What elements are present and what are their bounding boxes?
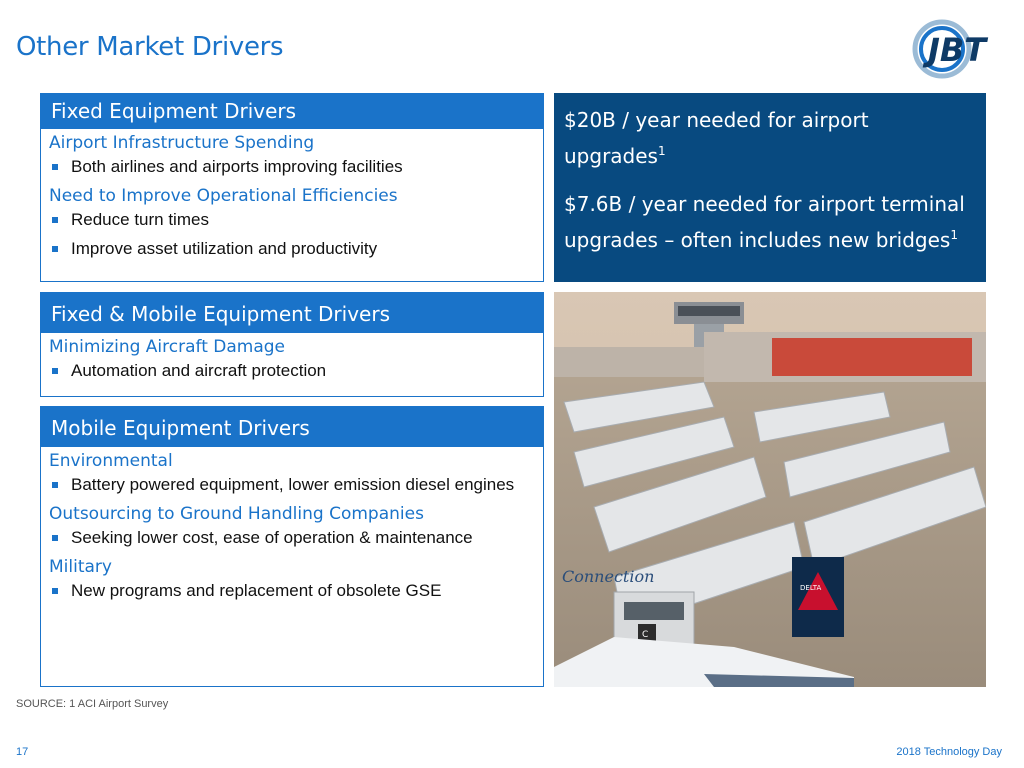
- stat-airport-upgrades: $20B / year needed for airport upgrades$^1$: [564, 108, 869, 168]
- bullet-item: Battery powered equipment, lower emission diesel engines: [49, 473, 535, 497]
- svg-text:Connection: Connection: [562, 567, 655, 586]
- airport-jet-bridges-photo: [554, 292, 986, 687]
- bullet-item: Seeking lower cost, ease of operation & maintenance: [49, 526, 535, 550]
- mobile-equipment-drivers-panel: [40, 406, 544, 687]
- jbt-logo-icon: [906, 18, 1002, 80]
- stats-box: [554, 93, 986, 282]
- source-note: SOURCE: 1 ACI Airport Survey: [16, 698, 169, 710]
- svg-text:C: C: [642, 630, 649, 640]
- panel-header: Fixed & Mobile Equipment Drivers: [41, 293, 543, 333]
- bullet-item: Automation and aircraft protection: [49, 359, 535, 383]
- fixed-equipment-drivers-panel: [40, 93, 544, 282]
- panel-header: Fixed Equipment Drivers: [41, 94, 543, 129]
- subhead-environmental: Environmental: [49, 451, 173, 471]
- stat-terminal-upgrades: $7.6B / year needed for airport terminal upgrades – often includes new bridges$^1$: [564, 192, 965, 252]
- bullet-item: Reduce turn times: [49, 208, 535, 232]
- subhead-aircraft-damage: Minimizing Aircraft Damage: [49, 337, 285, 357]
- panel-header: Mobile Equipment Drivers: [41, 407, 543, 447]
- bullet-item: New programs and replacement of obsolete GSE: [49, 579, 535, 603]
- page-title: Other Market Drivers: [16, 32, 284, 62]
- subhead-efficiencies: Need to Improve Operational Efficiencies: [49, 186, 398, 206]
- svg-text:JBT: JBT: [928, 31, 987, 69]
- fixed-mobile-drivers-panel: [40, 292, 544, 397]
- page-number: 17: [16, 746, 29, 758]
- svg-text:DELTA: DELTA: [800, 584, 822, 592]
- subhead-military: Military: [49, 557, 112, 577]
- subhead-outsourcing: Outsourcing to Ground Handling Companies: [49, 504, 424, 524]
- bullet-item: Both airlines and airports improving facilities: [49, 155, 535, 179]
- bullet-item: Improve asset utilization and productivity: [49, 237, 535, 261]
- subhead-infrastructure: Airport Infrastructure Spending: [49, 133, 315, 153]
- event-name: 2018 Technology Day: [896, 746, 1002, 758]
